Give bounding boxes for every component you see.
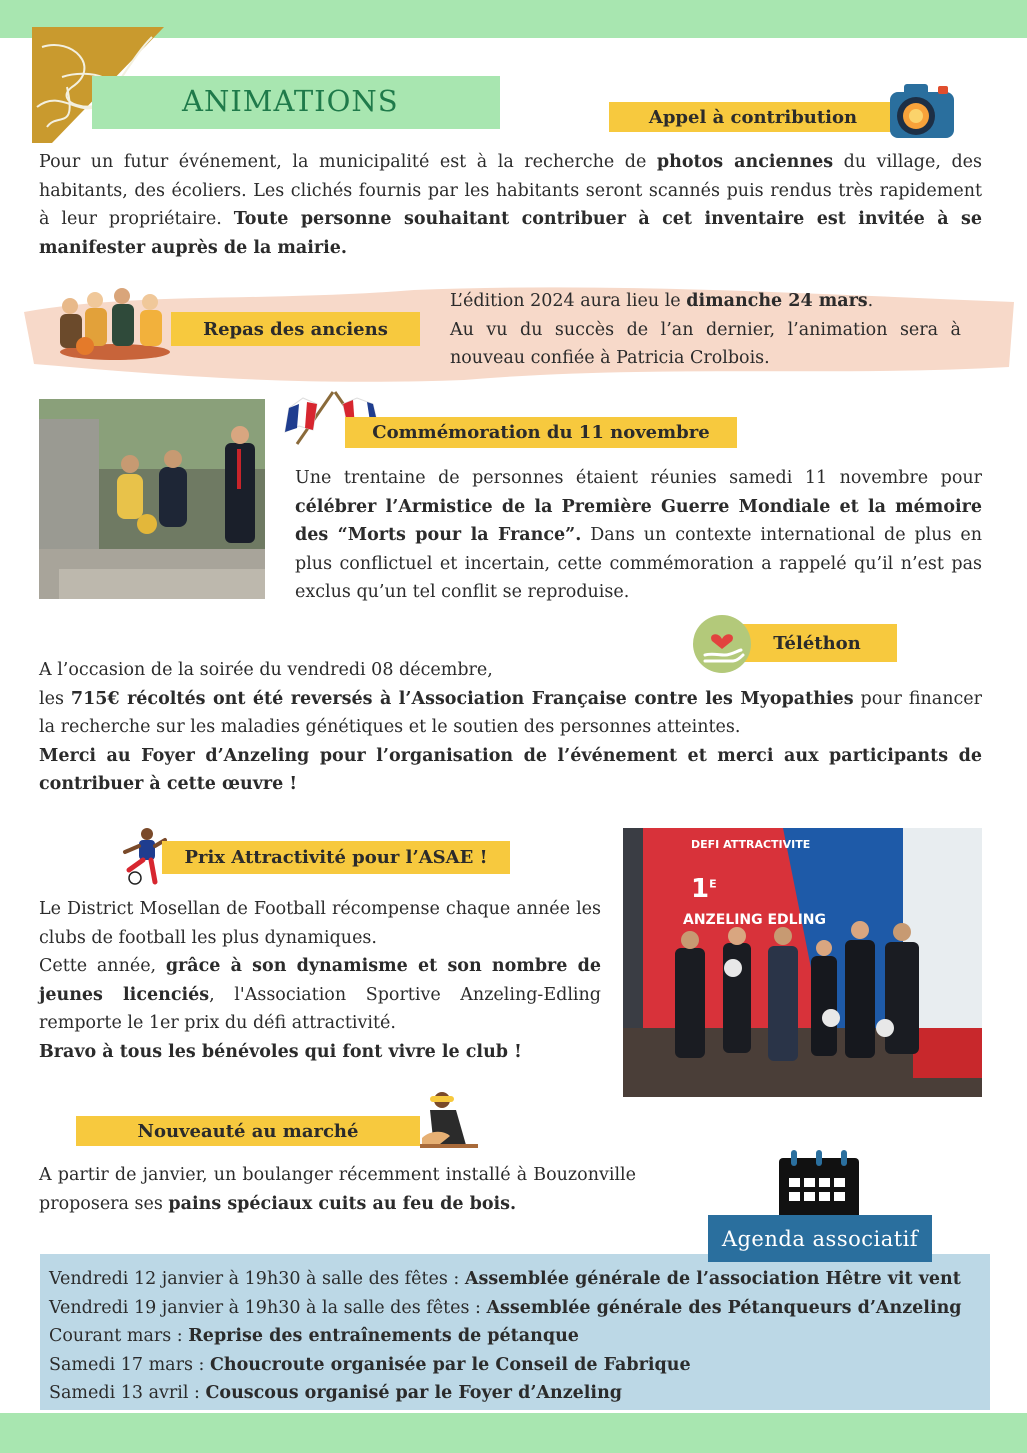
agenda-item: Vendredi 19 janvier à 19h30 à la salle des fêtes : Assemblée générale des Pétanqueurs d’Anzeling [49, 1297, 962, 1318]
screen-club-text: ANZELING EDLING [683, 912, 827, 928]
elderly-people-illustration [50, 282, 180, 362]
prix-paragraph: Le District Mosellan de Football récompense chaque année les clubs de football les plus dynamiques. Cette année, grâce à son dynamisme et son nombre de jeunes licenciés, l'Association Sportive Anzeling-Edling remporte le 1er prix du défi attractivité. Bravo à tous les bénévoles qui font vivre le club ! [39, 899, 602, 1062]
award-ceremony-photo [623, 828, 982, 1097]
commemoration-label: Commémoration du 11 novembre [345, 417, 737, 448]
commemoration-photo [39, 399, 265, 599]
agenda-label: Agenda associatif [708, 1215, 932, 1262]
calendar-icon [777, 1148, 861, 1224]
screen-rank-text: $1^E$ [691, 874, 717, 904]
repas-anciens-label: Repas des anciens [171, 312, 420, 346]
bottom-green-bar [0, 1413, 1027, 1453]
commemoration-paragraph: Une trentaine de personnes étaient réunies samedi 11 novembre pour célébrer l’Armistice de la Première Guerre Mondiale et la mémoire des “Morts pour la France”. Dans un contexte international de plus en plus conflictuel et incertain, cette commémoration a rappelé qu’il n’est pas exclus qu’un tel conflit se reproduise. [295, 468, 983, 603]
appel-paragraph: Pour un futur événement, la municipalité est à la recherche de photos anciennes du village, des habitants, des écoliers. Les clichés fournis par les habitants seront scannés puis rendus très rapidement à leur propriétaire. Toute personne souhaitant contribuer à cet inventaire est invitée à se manifester auprès de la mairie. [39, 152, 982, 258]
screen-title-text: DEFI ATTRACTIVITE [691, 838, 811, 851]
agenda-item: Samedi 13 avril : Couscous organisé par le Foyer d’Anzeling [49, 1383, 623, 1403]
agenda-item: Courant mars : Reprise des entraînements de pétanque [49, 1326, 579, 1346]
nouveaute-marche-label: Nouveauté au marché [76, 1116, 420, 1146]
appel-contribution-label: Appel à contribution [609, 102, 897, 132]
baker-icon [416, 1090, 482, 1160]
camera-icon [886, 80, 958, 142]
telethon-label: Téléthon [737, 624, 897, 662]
telethon-paragraph: A l’occasion de la soirée du vendredi 08 décembre, les 715€ récoltés ont été reversés à l’Association Française contre les Myopathies pour financer la recherche sur les maladies génétiques et le soutien des personnes atteintes. Merci au Foyer d’Anzeling pour l’organisation de l’événement et merci aux participants de contribuer à cette œuvre ! [39, 660, 982, 795]
prix-attractivite-label: Prix Attractivité pour l’ASAE ! [162, 841, 510, 874]
marche-paragraph: A partir de janvier, un boulanger récemment installé à Bouzonville proposera ses pains spéciaux cuits au feu de bois. [39, 1165, 636, 1214]
repas-paragraph: L’édition 2024 aura lieu le dimanche 24 mars. Au vu du succès de l’an dernier, l’animation sera à nouveau confiée à Patricia Crolbois. [450, 291, 961, 369]
agenda-item: Vendredi 12 janvier à 19h30 à salle des fêtes : Assemblée générale de l’association Hêtre vit vent [49, 1269, 961, 1289]
agenda-item: Samedi 17 mars : Choucroute organisée par le Conseil de Fabrique [49, 1354, 691, 1375]
agenda-list [49, 1265, 984, 1408]
page-title: ANIMATIONS [182, 84, 399, 118]
